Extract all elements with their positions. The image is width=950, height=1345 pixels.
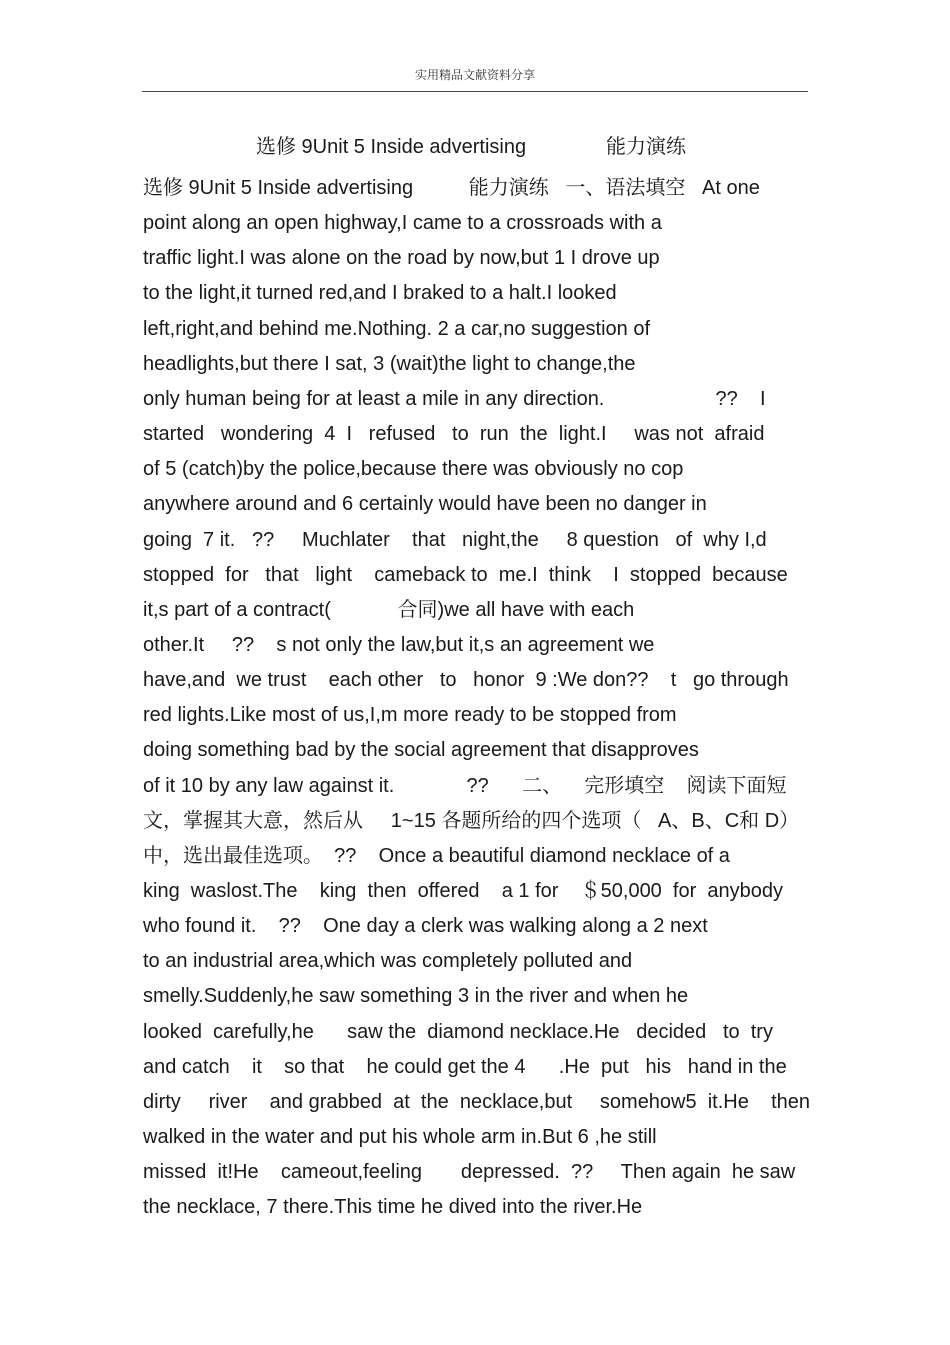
body-line: looked carefully,he saw the diamond necklace.He decided to try [143,1020,773,1043]
body-line: 中，选出最佳选项。 ?? Once a beautiful diamond necklace of a [143,844,730,867]
page-header: 实用精品文献资料分享 [414,68,535,82]
body-line: red lights.Like most of us,I,m more ready to be stopped from [143,704,677,727]
body-line: 文，掌握其大意，然后从 1~15 各题所给的四个选项（ A、B、C和 D） [143,809,800,832]
body-line: left,right,and behind me.Nothing. 2 a car,no suggestion of [143,317,651,340]
body-line: headlights,but there I sat, 3 (wait)the light to change,the [143,352,636,375]
body-line: and catch it so that he could get the 4 .He put his hand in the [143,1055,787,1078]
body-line: stopped for that light cameback to me.I think I stopped because [143,563,788,586]
body-line: walked in the water and put his whole arm in.But 6 ,he still [143,1126,657,1149]
body-line: traffic light.I was alone on the road by now,but 1 I drove up [143,247,660,270]
body-line: 选修 9Unit 5 Inside advertising 能力演练 一、语法填空 At one [143,177,760,199]
body-line: to the light,it turned red,and I braked to a halt.I looked [143,282,617,305]
body-line: of 5 (catch)by the police,because there was obviously no cop [143,458,684,481]
body-line: king waslost.The king then offered a 1 for ＄50,000 for anybody [143,880,783,902]
body-line: have,and we trust each other to honor 9 :We don?? t go through [143,669,789,692]
body-line: missed it!He cameout,feeling depressed. ?? Then again he saw [143,1161,796,1184]
body-line: point along an open highway,I came to a crossroads with a [143,212,662,235]
body-line: only human being for at least a mile in any direction. ?? I [143,387,766,410]
body-line: who found it. ?? One day a clerk was walking along a 2 next [143,915,708,938]
document-title-suffix: 能力演练 [606,134,686,158]
body-line: going 7 it. ?? Muchlater that night,the 8 question of why I,d [143,528,767,551]
body-line: other.It ?? s not only the law,but it,s an agreement we [143,633,655,656]
body-line: doing something bad by the social agreement that disapproves [143,739,699,762]
body-line: to an industrial area,which was completely polluted and [143,950,633,973]
body-line: started wondering 4 I refused to run the light.I was not afraid [143,423,765,446]
header-divider [142,91,808,92]
body-line: of it 10 by any law against it. ?? 二、 完形填空 阅读下面短 [143,774,787,797]
body-line: smelly.Suddenly,he saw something 3 in the river and when he [143,985,689,1008]
body-line: anywhere around and 6 certainly would have been no danger in [143,493,707,516]
body-line: the necklace, 7 there.This time he dived into the river.He [143,1196,643,1219]
body-line: it,s part of a contract( 合同)we all have with each [143,598,635,621]
body-line: dirty river and grabbed at the necklace,but somehow5 it.He then [143,1090,811,1113]
document-title: 选修 9Unit 5 Inside advertising [256,136,527,158]
